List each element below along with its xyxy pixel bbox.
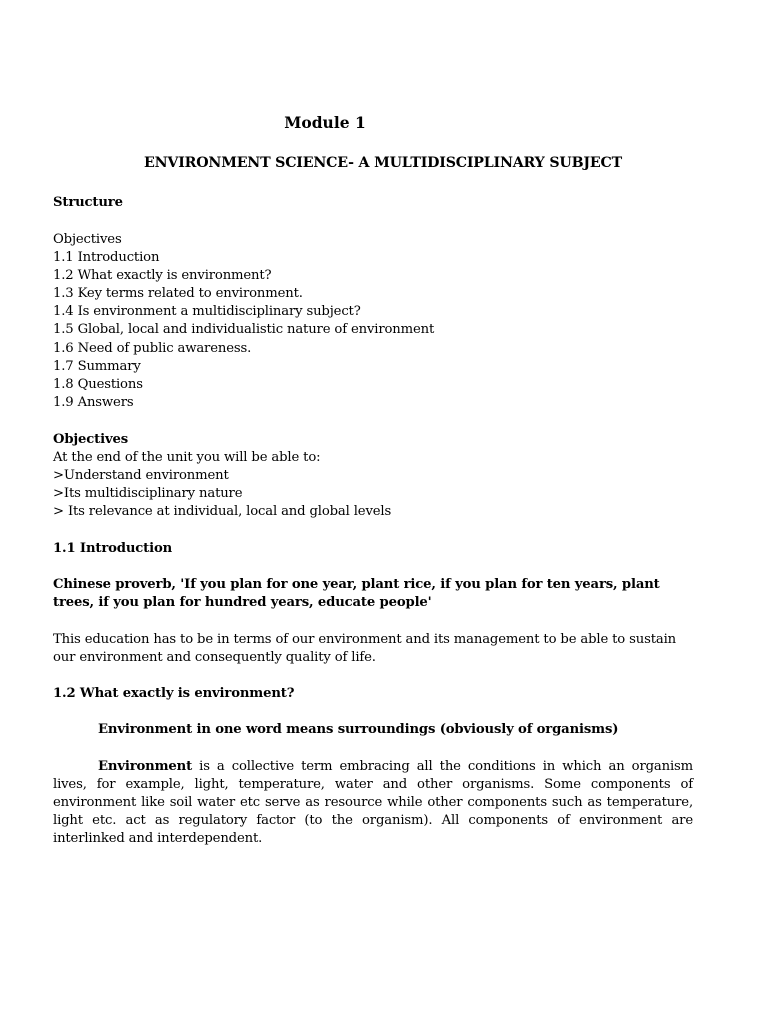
structure-item: 1.6 Need of public awareness.: [53, 341, 252, 356]
structure-heading: Structure: [53, 195, 123, 210]
section-1-2-subheading: Environment in one word means surroundings (obviously of organisms): [98, 722, 619, 737]
environment-definition-text: is a collective term embracing all the conditions in which an organism lives, for example, light, temperature, water and other organisms. Some components of environment like soil water etc serve as resource while other components such as temperature, light etc. act as regulatory factor (to the organism). All components of environment are interlinked and interdependent.: [53, 759, 693, 846]
structure-item: 1.3 Key terms related to environment.: [53, 286, 303, 301]
structure-item: 1.4 Is environment a multidisciplinary subject?: [53, 304, 361, 319]
structure-item: 1.7 Summary: [53, 359, 141, 374]
module-text: Module 1: [284, 113, 366, 132]
structure-item: 1.9 Answers: [53, 395, 134, 410]
structure-item: 1.5 Global, local and individualistic nature of environment: [53, 322, 435, 337]
introduction-heading: 1.1 Introduction: [53, 541, 173, 556]
structure-item: Objectives: [53, 232, 122, 247]
environment-term: Environment: [98, 759, 193, 774]
objective-item: > Its relevance at individual, local and global levels: [53, 504, 392, 519]
chinese-proverb: Chinese proverb, 'If you plan for one year, plant rice, if you plan for ten years, plant trees, if you plan for hundred years, educate people': [53, 577, 660, 610]
structure-item: 1.8 Questions: [53, 377, 143, 392]
objective-item: >Its multidisciplinary nature: [53, 486, 243, 501]
module-label: [0, 113, 650, 132]
objective-item: >Understand environment: [53, 468, 229, 483]
structure-item: 1.2 What exactly is environment?: [53, 268, 272, 283]
objectives-intro: At the end of the unit you will be able to:: [53, 450, 321, 465]
introduction-paragraph: This education has to be in terms of our environment and its management to be able to sustain our environment and consequently quality of life.: [53, 632, 676, 665]
section-1-2-heading: 1.2 What exactly is environment?: [53, 686, 295, 701]
structure-item: 1.1 Introduction: [53, 250, 160, 265]
objectives-heading: Objectives: [53, 432, 128, 447]
document-title: ENVIRONMENT SCIENCE- A MULTIDISCIPLINARY SUBJECT: [144, 155, 622, 171]
environment-definition: [53, 758, 693, 848]
